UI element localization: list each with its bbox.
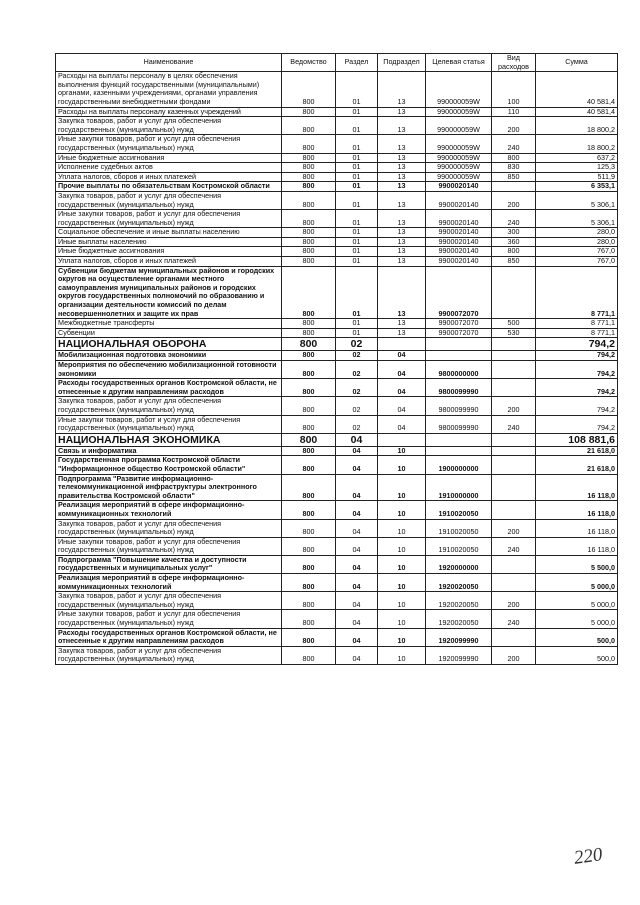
sum-cell: 16 118,0	[536, 501, 618, 519]
vr-cell	[492, 266, 536, 319]
ved-cell: 800	[282, 228, 336, 238]
table-row	[56, 163, 618, 173]
vr-cell	[492, 628, 536, 646]
podr-cell: 13	[378, 247, 426, 257]
podr-cell: 13	[378, 182, 426, 192]
vr-cell: 240	[492, 415, 536, 433]
ved-cell: 800	[282, 328, 336, 338]
budget-table	[55, 53, 618, 665]
cs-cell: 990000059W	[426, 153, 492, 163]
podr-cell: 10	[378, 537, 426, 555]
podr-cell: 13	[378, 319, 426, 329]
cs-cell: 9900072070	[426, 328, 492, 338]
table-row	[56, 237, 618, 247]
sum-cell: 6 353,1	[536, 182, 618, 192]
ved-cell: 800	[282, 592, 336, 610]
ved-cell: 800	[282, 415, 336, 433]
col-razd: Раздел	[336, 54, 378, 72]
name-cell: Иные закупки товаров, работ и услуг для обеспечения государственных (муниципальных) нужд	[56, 610, 282, 628]
sum-cell: 40 581,4	[536, 107, 618, 117]
podr-cell: 10	[378, 519, 426, 537]
table-body	[56, 72, 618, 665]
vr-cell	[492, 501, 536, 519]
table-row	[56, 228, 618, 238]
podr-cell: 04	[378, 379, 426, 397]
cs-cell: 9900020140	[426, 228, 492, 238]
ved-cell: 800	[282, 474, 336, 501]
table-row	[56, 135, 618, 153]
podr-cell: 04	[378, 351, 426, 361]
podr-cell: 13	[378, 135, 426, 153]
ved-cell: 800	[282, 163, 336, 173]
table-row	[56, 191, 618, 209]
sum-cell: 500,0	[536, 628, 618, 646]
cs-cell	[426, 351, 492, 361]
podr-cell: 13	[378, 107, 426, 117]
table-row	[56, 153, 618, 163]
razd-cell: 01	[336, 191, 378, 209]
vr-cell	[492, 456, 536, 474]
table-row	[56, 628, 618, 646]
name-cell: Уплата налогов, сборов и иных платежей	[56, 257, 282, 267]
vr-cell	[492, 474, 536, 501]
sum-cell: 280,0	[536, 228, 618, 238]
table-row	[56, 519, 618, 537]
razd-cell: 01	[336, 182, 378, 192]
razd-cell: 01	[336, 237, 378, 247]
name-cell: Иные выплаты населению	[56, 237, 282, 247]
name-cell: НАЦИОНАЛЬНАЯ ОБОРОНА	[56, 338, 282, 351]
razd-cell: 04	[336, 646, 378, 664]
ved-cell: 800	[282, 361, 336, 379]
ved-cell: 800	[282, 628, 336, 646]
table-row	[56, 266, 618, 319]
name-cell: Закупка товаров, работ и услуг для обеспечения государственных (муниципальных) нужд	[56, 397, 282, 415]
name-cell: Государственная программа Костромской области "Информационное общество Костромской области"	[56, 456, 282, 474]
ved-cell: 800	[282, 72, 336, 107]
vr-cell: 850	[492, 257, 536, 267]
razd-cell: 01	[336, 172, 378, 182]
name-cell: Расходы на выплаты персоналу в целях обеспечения выполнения функций государственными (муниципальными) органами, казенными учреждениями, органами управления государственными внебюджетными фондами	[56, 72, 282, 107]
col-sum: Сумма	[536, 54, 618, 72]
razd-cell: 02	[336, 415, 378, 433]
razd-cell: 04	[336, 592, 378, 610]
sum-cell: 5 000,0	[536, 592, 618, 610]
vr-cell	[492, 351, 536, 361]
ved-cell: 800	[282, 433, 336, 446]
table-row	[56, 415, 618, 433]
table-row	[56, 592, 618, 610]
table-row	[56, 537, 618, 555]
table-row	[56, 247, 618, 257]
vr-cell: 200	[492, 592, 536, 610]
sum-cell: 280,0	[536, 237, 618, 247]
table-row	[56, 172, 618, 182]
table-row	[56, 257, 618, 267]
vr-cell: 200	[492, 519, 536, 537]
name-cell: Уплата налогов, сборов и иных платежей	[56, 172, 282, 182]
ved-cell: 800	[282, 456, 336, 474]
cs-cell: 9900020140	[426, 191, 492, 209]
podr-cell: 13	[378, 237, 426, 247]
podr-cell: 13	[378, 210, 426, 228]
cs-cell: 9900020140	[426, 247, 492, 257]
razd-cell: 01	[336, 210, 378, 228]
podr-cell: 10	[378, 592, 426, 610]
podr-cell: 10	[378, 628, 426, 646]
sum-cell: 8 771,1	[536, 266, 618, 319]
cs-cell: 990000059W	[426, 117, 492, 135]
vr-cell: 360	[492, 237, 536, 247]
razd-cell: 01	[336, 163, 378, 173]
name-cell: Реализация мероприятий в сфере информационно-коммуникационных технологий	[56, 574, 282, 592]
vr-cell: 800	[492, 153, 536, 163]
ved-cell: 800	[282, 135, 336, 153]
podr-cell: 04	[378, 361, 426, 379]
vr-cell: 100	[492, 72, 536, 107]
cs-cell: 1920020050	[426, 592, 492, 610]
razd-cell: 01	[336, 72, 378, 107]
vr-cell: 240	[492, 210, 536, 228]
name-cell: Закупка товаров, работ и услуг для обеспечения государственных (муниципальных) нужд	[56, 191, 282, 209]
razd-cell: 04	[336, 474, 378, 501]
vr-cell: 200	[492, 646, 536, 664]
sum-cell: 5 306,1	[536, 210, 618, 228]
razd-cell: 04	[336, 501, 378, 519]
ved-cell: 800	[282, 257, 336, 267]
table-row	[56, 379, 618, 397]
razd-cell: 02	[336, 351, 378, 361]
sum-cell: 794,2	[536, 338, 618, 351]
table-row	[56, 456, 618, 474]
podr-cell: 13	[378, 153, 426, 163]
table-row	[56, 107, 618, 117]
table-row	[56, 351, 618, 361]
sum-cell: 767,0	[536, 257, 618, 267]
vr-cell: 110	[492, 107, 536, 117]
vr-cell: 200	[492, 117, 536, 135]
ved-cell: 800	[282, 501, 336, 519]
podr-cell: 10	[378, 456, 426, 474]
ved-cell: 800	[282, 153, 336, 163]
table-row	[56, 210, 618, 228]
table-row	[56, 319, 618, 329]
cs-cell: 1920000000	[426, 555, 492, 573]
ved-cell: 800	[282, 574, 336, 592]
cs-cell: 9800000000	[426, 361, 492, 379]
name-cell: Расходы на выплаты персоналу казенных учреждений	[56, 107, 282, 117]
razd-cell: 01	[336, 319, 378, 329]
vr-cell: 200	[492, 191, 536, 209]
podr-cell	[378, 433, 426, 446]
vr-cell	[492, 555, 536, 573]
vr-cell	[492, 361, 536, 379]
name-cell: Мероприятия по обеспечению мобилизационной готовности экономики	[56, 361, 282, 379]
name-cell: Закупка товаров, работ и услуг для обеспечения государственных (муниципальных) нужд	[56, 117, 282, 135]
razd-cell: 04	[336, 537, 378, 555]
col-podr: Подраздел	[378, 54, 426, 72]
cs-cell: 990000059W	[426, 135, 492, 153]
cs-cell	[426, 433, 492, 446]
name-cell: Иные закупки товаров, работ и услуг для обеспечения государственных (муниципальных) нужд	[56, 210, 282, 228]
razd-cell: 02	[336, 361, 378, 379]
name-cell: Субвенции	[56, 328, 282, 338]
sum-cell: 16 118,0	[536, 474, 618, 501]
cs-cell	[426, 338, 492, 351]
podr-cell: 10	[378, 501, 426, 519]
razd-cell: 02	[336, 379, 378, 397]
name-cell: Мобилизационная подготовка экономики	[56, 351, 282, 361]
razd-cell: 01	[336, 135, 378, 153]
razd-cell: 01	[336, 228, 378, 238]
name-cell: Исполнение судебных актов	[56, 163, 282, 173]
cs-cell: 1910020050	[426, 537, 492, 555]
podr-cell: 13	[378, 72, 426, 107]
cs-cell: 1920020050	[426, 574, 492, 592]
cs-cell: 990000059W	[426, 107, 492, 117]
cs-cell: 1910020050	[426, 519, 492, 537]
table-row	[56, 501, 618, 519]
sum-cell: 794,2	[536, 361, 618, 379]
cs-cell: 9900072070	[426, 319, 492, 329]
vr-cell: 830	[492, 163, 536, 173]
razd-cell: 02	[336, 397, 378, 415]
name-cell: Иные закупки товаров, работ и услуг для обеспечения государственных (муниципальных) нужд	[56, 537, 282, 555]
sum-cell: 637,2	[536, 153, 618, 163]
ved-cell: 800	[282, 351, 336, 361]
sum-cell: 511,9	[536, 172, 618, 182]
name-cell: Закупка товаров, работ и услуг для обеспечения государственных (муниципальных) нужд	[56, 592, 282, 610]
sum-cell: 794,2	[536, 351, 618, 361]
sum-cell: 500,0	[536, 646, 618, 664]
ved-cell: 800	[282, 379, 336, 397]
sum-cell: 794,2	[536, 415, 618, 433]
ved-cell: 800	[282, 107, 336, 117]
name-cell: Закупка товаров, работ и услуг для обеспечения государственных (муниципальных) нужд	[56, 519, 282, 537]
podr-cell: 10	[378, 646, 426, 664]
razd-cell: 02	[336, 338, 378, 351]
sum-cell: 794,2	[536, 379, 618, 397]
ved-cell: 800	[282, 237, 336, 247]
podr-cell: 10	[378, 446, 426, 456]
cs-cell: 9800099990	[426, 379, 492, 397]
ved-cell: 800	[282, 537, 336, 555]
name-cell: Социальное обеспечение и иные выплаты населению	[56, 228, 282, 238]
vr-cell: 200	[492, 397, 536, 415]
cs-cell: 1920099990	[426, 628, 492, 646]
cs-cell: 1910020050	[426, 501, 492, 519]
table-row	[56, 117, 618, 135]
name-cell: Иные бюджетные ассигнования	[56, 153, 282, 163]
razd-cell: 04	[336, 555, 378, 573]
col-cs: Целевая статья	[426, 54, 492, 72]
cs-cell: 9900072070	[426, 266, 492, 319]
table-row	[56, 433, 618, 446]
name-cell: Межбюджетные трансферты	[56, 319, 282, 329]
podr-cell	[378, 338, 426, 351]
name-cell: Расходы государственных органов Костромской области, не отнесенные к другим направлениям расходов	[56, 379, 282, 397]
name-cell: Подпрограмма "Развитие информационно-телекоммуникационной инфраструктуры электронного правительства Костромской области"	[56, 474, 282, 501]
razd-cell: 04	[336, 446, 378, 456]
sum-cell: 5 306,1	[536, 191, 618, 209]
ved-cell: 800	[282, 446, 336, 456]
razd-cell: 01	[336, 153, 378, 163]
podr-cell: 04	[378, 415, 426, 433]
vr-cell: 240	[492, 610, 536, 628]
podr-cell: 13	[378, 266, 426, 319]
vr-cell: 530	[492, 328, 536, 338]
cs-cell: 9900020140	[426, 182, 492, 192]
razd-cell: 01	[336, 247, 378, 257]
table-row	[56, 361, 618, 379]
sum-cell: 794,2	[536, 397, 618, 415]
podr-cell: 13	[378, 328, 426, 338]
cs-cell: 9800099990	[426, 397, 492, 415]
podr-cell: 10	[378, 574, 426, 592]
podr-cell: 10	[378, 610, 426, 628]
name-cell: Иные закупки товаров, работ и услуг для обеспечения государственных (муниципальных) нужд	[56, 135, 282, 153]
vr-cell: 800	[492, 247, 536, 257]
table-row	[56, 182, 618, 192]
ved-cell: 800	[282, 266, 336, 319]
podr-cell: 10	[378, 555, 426, 573]
vr-cell	[492, 433, 536, 446]
sum-cell: 16 118,0	[536, 537, 618, 555]
name-cell: Расходы государственных органов Костромской области, не отнесенные к другим направлениям расходов	[56, 628, 282, 646]
cs-cell: 1900000000	[426, 456, 492, 474]
ved-cell: 800	[282, 191, 336, 209]
razd-cell: 04	[336, 519, 378, 537]
sum-cell: 767,0	[536, 247, 618, 257]
razd-cell: 04	[336, 628, 378, 646]
ved-cell: 800	[282, 555, 336, 573]
vr-cell	[492, 379, 536, 397]
vr-cell: 240	[492, 537, 536, 555]
col-ved: Ведомство	[282, 54, 336, 72]
razd-cell: 04	[336, 433, 378, 446]
sum-cell: 108 881,6	[536, 433, 618, 446]
sum-cell: 18 800,2	[536, 135, 618, 153]
ved-cell: 800	[282, 319, 336, 329]
razd-cell: 01	[336, 328, 378, 338]
cs-cell: 9900020140	[426, 237, 492, 247]
vr-cell	[492, 338, 536, 351]
sum-cell: 5 500,0	[536, 555, 618, 573]
razd-cell: 04	[336, 456, 378, 474]
table-row	[56, 328, 618, 338]
razd-cell: 04	[336, 610, 378, 628]
sum-cell: 5 000,0	[536, 574, 618, 592]
podr-cell: 13	[378, 257, 426, 267]
podr-cell: 13	[378, 163, 426, 173]
podr-cell: 10	[378, 474, 426, 501]
cs-cell: 1920099990	[426, 646, 492, 664]
name-cell: Иные закупки товаров, работ и услуг для обеспечения государственных (муниципальных) нужд	[56, 415, 282, 433]
cs-cell	[426, 446, 492, 456]
podr-cell: 04	[378, 397, 426, 415]
razd-cell: 01	[336, 257, 378, 267]
cs-cell: 990000059W	[426, 163, 492, 173]
name-cell: Прочие выплаты по обязательствам Костромской области	[56, 182, 282, 192]
sum-cell: 8 771,1	[536, 319, 618, 329]
podr-cell: 13	[378, 172, 426, 182]
podr-cell: 13	[378, 117, 426, 135]
ved-cell: 800	[282, 210, 336, 228]
razd-cell: 04	[336, 574, 378, 592]
table-row	[56, 446, 618, 456]
table-row	[56, 646, 618, 664]
sum-cell: 40 581,4	[536, 72, 618, 107]
ved-cell: 800	[282, 519, 336, 537]
cs-cell: 990000059W	[426, 172, 492, 182]
name-cell: Субвенции бюджетам муниципальных районов и городских округов на осуществление органами местного самоуправления муниципальных районов и городских округов государственных полномочий по образованию и организации деятельности комиссий по делам несовершеннолетних и защите их прав	[56, 266, 282, 319]
razd-cell: 01	[336, 107, 378, 117]
vr-cell	[492, 182, 536, 192]
cs-cell: 990000059W	[426, 72, 492, 107]
vr-cell	[492, 446, 536, 456]
ved-cell: 800	[282, 338, 336, 351]
name-cell: Связь и информатика	[56, 446, 282, 456]
ved-cell: 800	[282, 182, 336, 192]
table-row	[56, 397, 618, 415]
ved-cell: 800	[282, 610, 336, 628]
sum-cell: 18 800,2	[536, 117, 618, 135]
header-row	[56, 54, 618, 72]
vr-cell: 240	[492, 135, 536, 153]
cs-cell: 9900020140	[426, 210, 492, 228]
name-cell: НАЦИОНАЛЬНАЯ ЭКОНОМИКА	[56, 433, 282, 446]
ved-cell: 800	[282, 172, 336, 182]
cs-cell: 1910000000	[426, 474, 492, 501]
ved-cell: 800	[282, 646, 336, 664]
name-cell: Подпрограмма "Повышение качества и доступности государственных и муниципальных услуг"	[56, 555, 282, 573]
vr-cell: 300	[492, 228, 536, 238]
col-name: Наименование	[56, 54, 282, 72]
table-row	[56, 555, 618, 573]
table-row	[56, 474, 618, 501]
cs-cell: 1920020050	[426, 610, 492, 628]
table-row	[56, 610, 618, 628]
sum-cell: 16 118,0	[536, 519, 618, 537]
ved-cell: 800	[282, 397, 336, 415]
ved-cell: 800	[282, 247, 336, 257]
name-cell: Закупка товаров, работ и услуг для обеспечения государственных (муниципальных) нужд	[56, 646, 282, 664]
table-row	[56, 574, 618, 592]
col-vr: Вид расходов	[492, 54, 536, 72]
vr-cell	[492, 574, 536, 592]
razd-cell: 01	[336, 117, 378, 135]
name-cell: Реализация мероприятий в сфере информационно-коммуникационных технологий	[56, 501, 282, 519]
table-row	[56, 338, 618, 351]
razd-cell: 01	[336, 266, 378, 319]
vr-cell: 850	[492, 172, 536, 182]
podr-cell: 13	[378, 191, 426, 209]
podr-cell: 13	[378, 228, 426, 238]
sum-cell: 21 618,0	[536, 446, 618, 456]
sum-cell: 125,3	[536, 163, 618, 173]
table-row	[56, 72, 618, 107]
cs-cell: 9800099990	[426, 415, 492, 433]
sum-cell: 8 771,1	[536, 328, 618, 338]
name-cell: Иные бюджетные ассигнования	[56, 247, 282, 257]
page-number: 220	[572, 844, 604, 869]
sum-cell: 21 618,0	[536, 456, 618, 474]
cs-cell: 9900020140	[426, 257, 492, 267]
vr-cell: 500	[492, 319, 536, 329]
ved-cell: 800	[282, 117, 336, 135]
sum-cell: 5 000,0	[536, 610, 618, 628]
